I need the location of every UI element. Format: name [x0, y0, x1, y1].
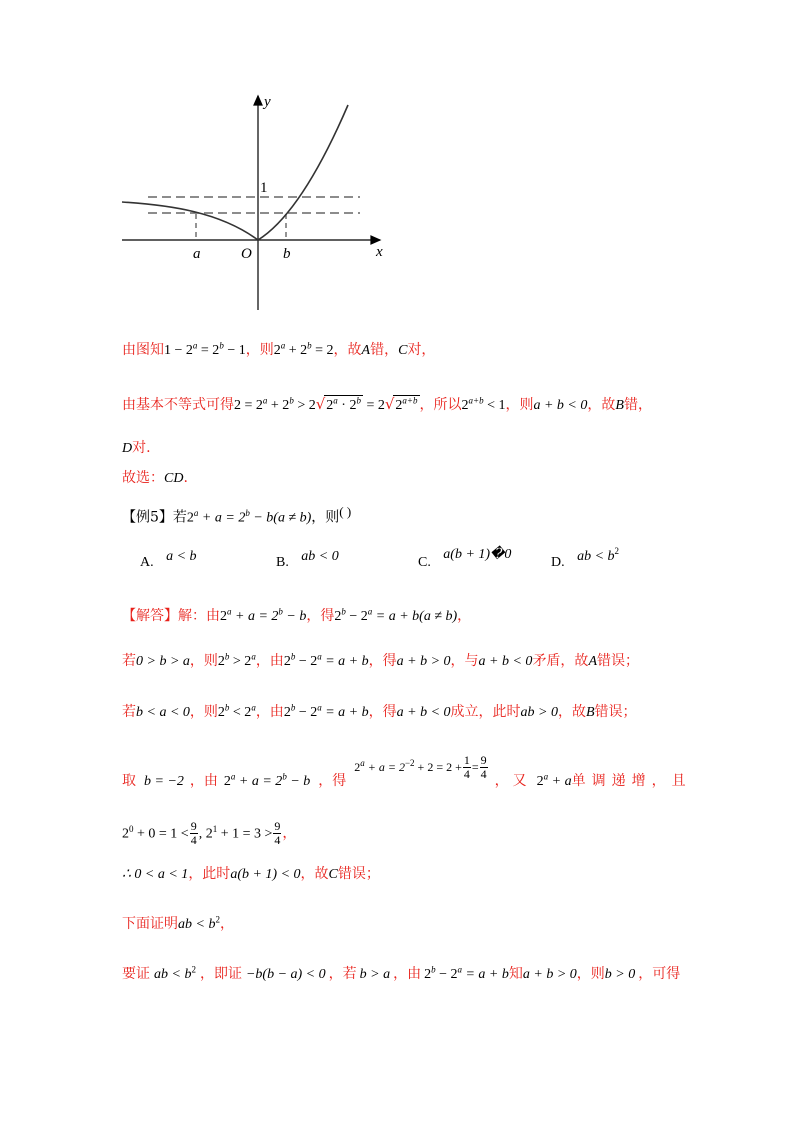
origin-label: O: [241, 246, 252, 262]
a-label: a: [193, 246, 201, 262]
solution-label: 【解答】: [122, 608, 178, 624]
curve-right: [258, 105, 348, 240]
option-c: C. a(b + 1)�0: [418, 547, 512, 570]
para-basic-inequality: 由基本不等式可得$2 = 2^a + 2^b > 2√2^a \cdot 2^b = 2√2^{a+b}$ ，所以$2^{a+b} < 1$，则a + b < 0，故B错，: [122, 394, 652, 416]
option-b: B. ab < 0: [276, 549, 339, 570]
solution-line-5: $2^0 + 0 = 1$ < $\frac{9}{4}$ , $2^1 + 1 = 3$ > $\frac{9}{4}$ ，: [122, 819, 297, 847]
example-label: 【例5】: [122, 509, 173, 526]
curve-left: [122, 202, 258, 240]
option-d: D. ab < $b^2$: [551, 546, 620, 570]
b-label: b: [283, 246, 291, 262]
inline-equation: $2^a + a = 2^{-2} + 2 = 2$ + $\frac{1}{4}$ = $\frac{9}{4}$: [354, 753, 487, 781]
sqrt-sign: √: [384, 395, 395, 413]
solution-line-7: 下面证明ab < $b^2$，: [122, 914, 234, 932]
x-axis-label: x: [376, 244, 383, 260]
sqrt-radicand-2: $2^{a+b}$: [393, 395, 419, 416]
para-from-graph: 由图知$1 - 2^a = 2^b - 1$，则$2^a + 2^b = 2$，故A错，C对，: [122, 340, 436, 358]
sqrt-radicand-1: $2^a \cdot 2^b$: [324, 395, 363, 416]
para-d-correct: D对.: [122, 440, 151, 456]
fraction-nine-quarters: $\frac{9}{4}$: [190, 819, 197, 847]
solution-line-6: ∴ 0 < a < 1，此时a(b + 1) < 0，故C错误；: [122, 866, 380, 882]
fraction-nine-quarters: $\frac{9}{4}$: [480, 753, 487, 781]
solution-line-4: 取 b = −2 ，由 $2^a + a = 2^b - b$ ，得$2^a + a = 2^{-2} + 2 = 2$ + $\frac{1}{4}$ = $\frac{9}{4}$ ，又 $2^a + a$单调递增，且: [122, 753, 692, 789]
function-graph: [0, 0, 800, 330]
y-axis-label: y: [264, 94, 271, 110]
solution-line-3: 若b < a < 0，则$2^b < 2^a$，由$2^b - 2^a = a + b$，得a + b < 0成立，此时ab > 0，故B错误；: [122, 702, 637, 720]
solution-line-8: 要证 ab < $b^2$ ，即证 −b(b − a) < 0 ，若 b > a ，由 $2^b - 2^a = a + b$知a + b > 0，则b > 0 ，可得: [122, 964, 681, 982]
one-tick-label: 1: [260, 180, 268, 196]
fraction-nine-quarters: $\frac{9}{4}$: [274, 819, 281, 847]
solution-line-1: 【解答】解：由$2^a + a = 2^b - b$，得$2^b - 2^a = a + b(a \ne b)$，: [122, 606, 472, 624]
fraction-one-quarter: $\frac{1}{4}$: [463, 753, 470, 781]
sqrt-sign: √: [315, 395, 326, 413]
solution-line-2: 若0 > b > a，则$2^b > 2^a$，由$2^b - 2^a = a + b$，得a + b > 0，与a + b < 0矛盾，故A错误；: [122, 651, 639, 669]
para-answer: 故选：CD.: [122, 470, 188, 486]
example-5-question: 【例5】若$2^a + a = 2^b - b(a \ne b)$，则( ): [122, 504, 352, 526]
y-axis-arrow: [254, 96, 262, 105]
option-a: A. a < b: [140, 549, 197, 570]
x-axis-arrow: [371, 236, 380, 244]
